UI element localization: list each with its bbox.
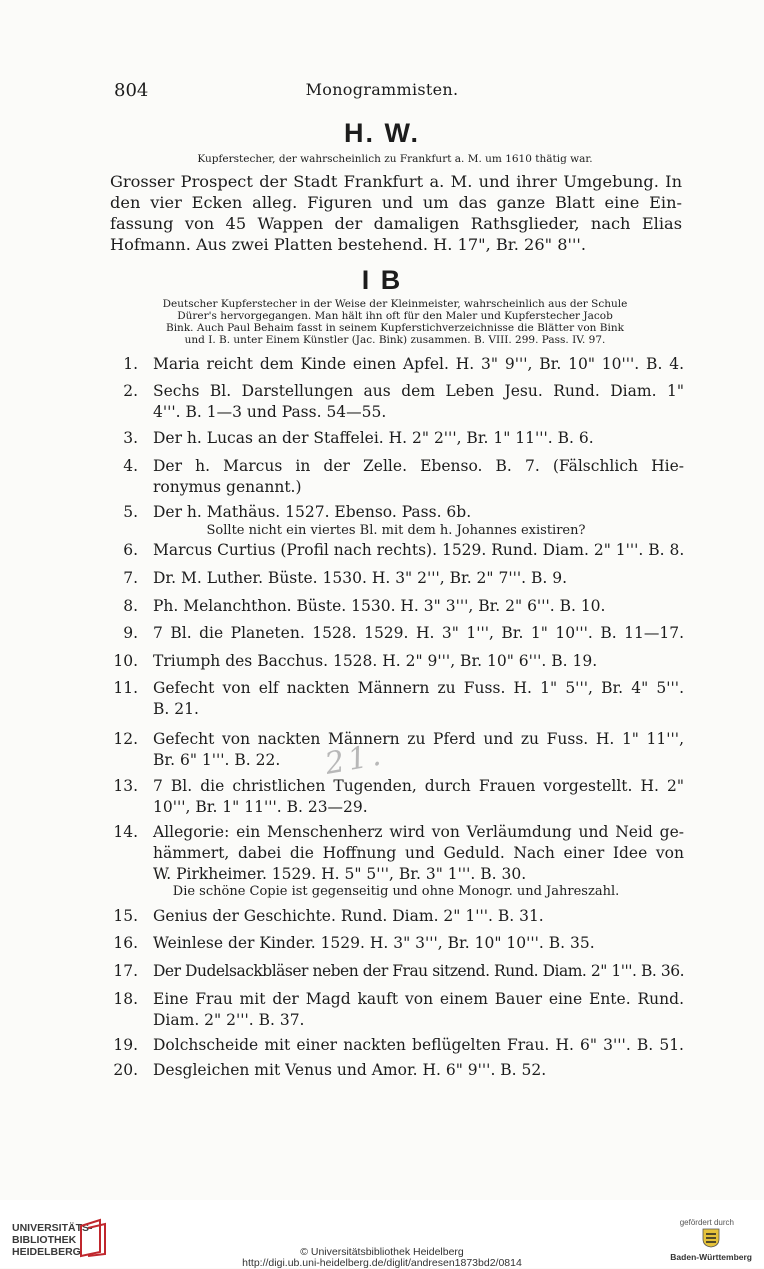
list-item xyxy=(100,822,684,885)
hw-description xyxy=(110,171,682,255)
entry-text: hämmert, dabei die Hoffnung und Geduld. Nach einer Idee von xyxy=(153,844,684,862)
entry-text: 10''', Br. 1" 11'''. B. 23—29. xyxy=(153,798,368,816)
library-logo-line: UNIVERSITÄTS- xyxy=(12,1222,93,1234)
hw-line: Grosser Prospect der Stadt Frankfurt a. M. und ihrer Umgebung. In xyxy=(110,172,682,191)
monogram-ib: I B xyxy=(361,265,403,295)
running-title: Monogrammisten. xyxy=(305,80,459,99)
entry-number: 5. xyxy=(123,503,138,521)
list-item xyxy=(100,906,684,927)
entry-number: 19. xyxy=(113,1036,138,1054)
entry-text: Sechs Bl. Darstellungen aus dem Leben Jesu. Rund. Diam. 1" xyxy=(153,382,684,400)
entry-text: Triumph des Bacchus. 1528. H. 2" 9''', Br. 10" 6'''. B. 19. xyxy=(153,652,598,670)
list-item xyxy=(100,428,684,449)
list-item xyxy=(100,568,684,589)
entry-number: 3. xyxy=(123,429,138,447)
entry-text: 7 Bl. die Planeten. 1528. 1529. H. 3" 1''', Br. 1" 10'''. B. 11—17. xyxy=(153,624,684,642)
entry-text: 4'''. B. 1—3 und Pass. 54—55. xyxy=(153,403,387,421)
library-logo-line: BIBLIOTHEK xyxy=(12,1234,77,1246)
entry-number: 11. xyxy=(113,679,138,697)
handwritten-annotation: 21. xyxy=(322,737,388,782)
list-item xyxy=(100,678,684,720)
entry-number: 17. xyxy=(113,962,138,980)
list-item xyxy=(100,776,684,818)
list-item xyxy=(100,502,684,523)
entry-text: Der h. Marcus in der Zelle. Ebenso. B. 7. (Fälschlich Hie- xyxy=(153,457,684,475)
entry-number: 7. xyxy=(123,569,138,587)
list-item xyxy=(100,381,684,423)
entry-number: 20. xyxy=(113,1061,138,1079)
list-item xyxy=(100,596,684,617)
entry-text: Marcus Curtius (Profil nach rechts). 1529. Rund. Diam. 2" 1'''. B. 8. xyxy=(153,541,685,559)
list-item xyxy=(100,729,684,771)
entry-number: 13. xyxy=(113,777,138,795)
monogram-hw: H. W. xyxy=(344,118,420,148)
entry-text: ronymus genannt.) xyxy=(153,478,302,496)
ib-line: Deutscher Kupferstecher in der Weise der Kleinmeister, wahrscheinlich aus der Schule xyxy=(162,298,628,310)
list-item xyxy=(100,1035,684,1056)
ib-description xyxy=(110,298,680,346)
entry-number: 18. xyxy=(113,990,138,1008)
entry-text: Desgleichen mit Venus und Amor. H. 6" 9'''. B. 52. xyxy=(153,1061,547,1079)
state-coat-of-arms-icon xyxy=(702,1228,720,1248)
entry-number: 2. xyxy=(123,382,138,400)
entry-number: 6. xyxy=(123,541,138,559)
entry-text: Diam. 2" 2'''. B. 37. xyxy=(153,1011,305,1029)
footer-bar xyxy=(0,1200,764,1268)
entry-number: 16. xyxy=(113,934,138,952)
entry-text: Br. 6" 1'''. B. 22. xyxy=(153,751,281,769)
permalink[interactable]: http://digi.ub.uni-heidelberg.de/diglit/andresen1873bd2/0814 xyxy=(242,1257,522,1269)
library-logo-line: HEIDELBERG xyxy=(12,1246,81,1258)
entry-number: 10. xyxy=(113,652,138,670)
sponsor-name: Baden-Württemberg xyxy=(670,1252,752,1262)
entry-text: Dolchscheide mit einer nackten beflügelten Frau. H. 6" 3'''. B. 51. xyxy=(153,1036,684,1054)
list-item xyxy=(100,961,684,982)
ib-line: Dürer's hervorgegangen. Man hält ihn oft für den Maler und Kupferstecher Jacob xyxy=(177,310,613,322)
note: Die schöne Copie ist gegenseitig und ohne Monogr. und Jahreszahl. xyxy=(172,884,620,899)
list-item xyxy=(100,933,684,954)
entry-text: W. Pirkheimer. 1529. H. 5" 5''', Br. 3" 1'''. B. 30. xyxy=(153,865,527,883)
entry-text: Eine Frau mit der Magd kauft von einem Bauer eine Ente. Rund. xyxy=(153,990,684,1008)
entry-text: 7 Bl. die christlichen Tugenden, durch Frauen vorgestellt. H. 2" xyxy=(153,777,684,795)
entry-number: 15. xyxy=(113,907,138,925)
entry-text: Genius der Geschichte. Rund. Diam. 2" 1'''. B. 31. xyxy=(153,907,544,925)
list-item xyxy=(100,540,684,561)
entry-number: 9. xyxy=(123,624,138,642)
ib-line: Bink. Auch Paul Behaim fasst in seinem Kupferstichverzeichnisse die Blätter von Bink xyxy=(165,322,624,334)
entry-number: 14. xyxy=(113,823,138,841)
list-item xyxy=(100,456,684,498)
hw-subtitle: Kupferstecher, der wahrscheinlich zu Frankfurt a. M. um 1610 thätig war. xyxy=(197,153,593,165)
copyright-block xyxy=(0,1247,764,1269)
entry-text: Maria reicht dem Kinde einen Apfel. H. 3" 9''', Br. 10" 10'''. B. 4. xyxy=(153,355,684,373)
entry-text: Weinlese der Kinder. 1529. H. 3" 3''', Br. 10" 10'''. B. 35. xyxy=(153,934,595,952)
ib-line: und I. B. unter Einem Künstler (Jac. Bink) zusammen. B. VIII. 299. Pass. IV. 97. xyxy=(184,334,606,346)
entry-text: Ph. Melanchthon. Büste. 1530. H. 3" 3''', Br. 2" 6'''. B. 10. xyxy=(153,597,606,615)
hw-line: Hofmann. Aus zwei Platten bestehend. H. 17", Br. 26" 8'''. xyxy=(110,235,587,254)
entry-number: 1. xyxy=(123,355,138,373)
entry-text: B. 21. xyxy=(153,700,199,718)
list-item xyxy=(100,354,684,375)
entry-text: Gefecht von elf nackten Männern zu Fuss. H. 1" 5''', Br. 4" 5'''. xyxy=(153,679,684,697)
copyright-text: © Universitätsbibliothek Heidelberg xyxy=(300,1246,464,1258)
entry-number: 4. xyxy=(123,457,138,475)
list-item xyxy=(100,651,684,672)
entry-text: Der h. Lucas an der Staffelei. H. 2" 2''', Br. 1" 11'''. B. 6. xyxy=(153,429,594,447)
entry-text: Der Dudelsackbläser neben der Frau sitzend. Rund. Diam. 2" 1'''. B. 36. xyxy=(153,962,684,980)
entry-text: Gefecht von nackten Männern zu Pferd und zu Fuss. H. 1" 11''', xyxy=(153,730,684,748)
list-item xyxy=(100,989,684,1031)
entry-text: Der h. Mathäus. 1527. Ebenso. Pass. 6b. xyxy=(153,503,472,521)
list-item xyxy=(100,623,684,644)
page-number: 804 xyxy=(114,80,149,101)
entry-text: Dr. M. Luther. Büste. 1530. H. 3" 2''', Br. 2" 7'''. B. 9. xyxy=(153,569,568,587)
entry-number: 8. xyxy=(123,597,138,615)
entry-number: 12. xyxy=(113,730,138,748)
entry-text: Allegorie: ein Menschenherz wird von Verläumdung und Neid ge- xyxy=(153,823,684,841)
hw-line: fassung von 45 Wappen der damaligen Rathsglieder, nach Elias xyxy=(110,214,682,233)
list-item xyxy=(100,1060,684,1081)
sponsor-label: gefördert durch xyxy=(679,1218,734,1227)
note: Sollte nicht ein viertes Bl. mit dem h. Johannes existiren? xyxy=(206,523,586,538)
hw-line: den vier Ecken alleg. Figuren und um das ganze Blatt eine Ein- xyxy=(110,193,682,212)
